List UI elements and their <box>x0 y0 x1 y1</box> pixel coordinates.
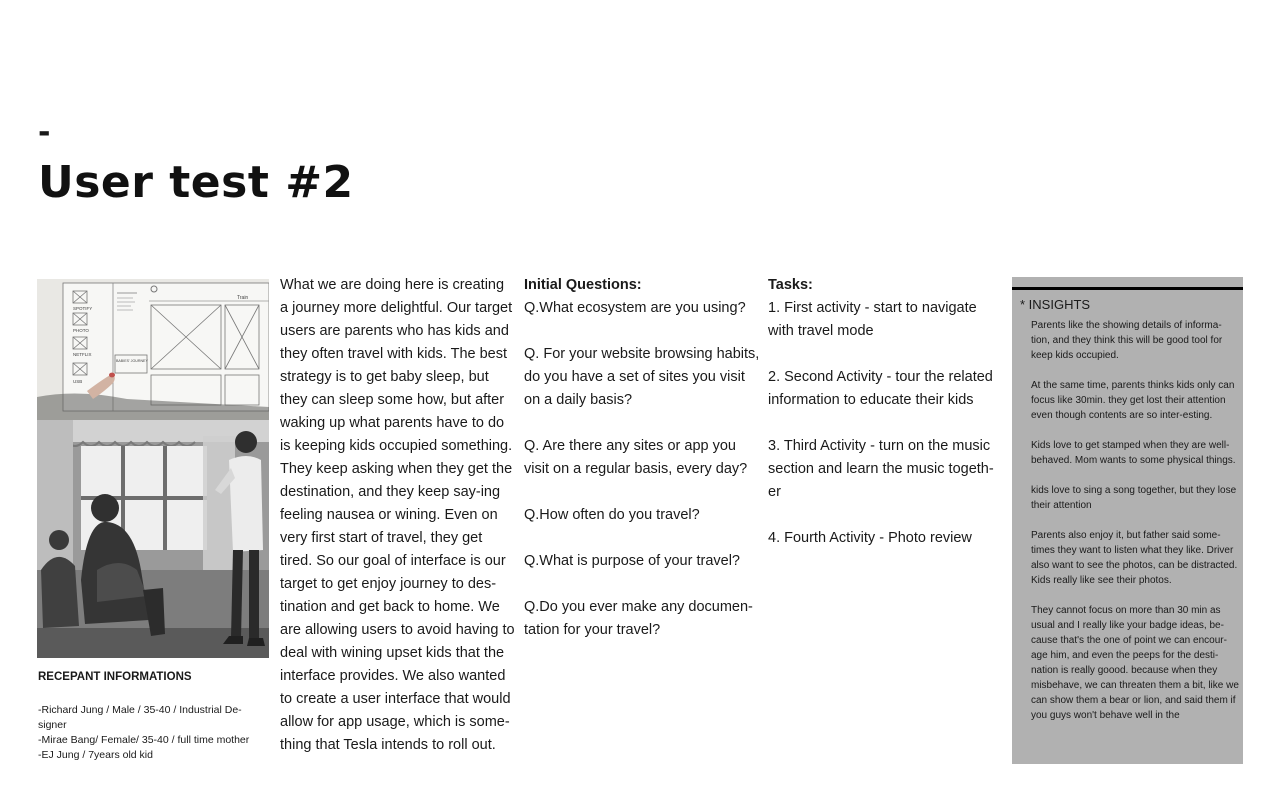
sketch-label-photo: PHOTO <box>73 328 89 333</box>
insights-title: * INSIGHTS <box>1020 297 1091 312</box>
intro-column <box>280 274 516 757</box>
insight-item: At the same time, parents thinks kids only can focus like 30min. they get lost their attention even though contents are so inter-esting. <box>1031 380 1235 421</box>
task-item: 1. First activity - start to navigate with travel mode <box>768 300 977 339</box>
insight-item: Kids love to get stamped when they are well-behaved. Mom wants to some physical things. <box>1031 440 1236 466</box>
question-item: Q.How often do you travel? <box>524 507 700 523</box>
sketch-box-label: BABIES' JOURNEY <box>116 359 148 363</box>
insight-item: Parents like the showing details of informa-tion, and they think this will be good tool for keep kids occupied. <box>1031 320 1223 361</box>
insight-item: They cannot focus on more than 30 min as usual and I really like your badge ideas, be-cause that's the one of point we can encour-age him, and even the peeps for the desti-nation is really goood. because when they misbehave, we can threaten them a bit, like we can show them a bear or lion, and said them if you guys won't behave well in the <box>1031 605 1239 721</box>
tasks-column <box>768 274 1004 550</box>
questions-heading: Initial Questions: <box>524 277 642 293</box>
insight-item: kids love to sing a song together, but they lose their attention <box>1031 485 1237 511</box>
task-item: 4. Fourth Activity - Photo review <box>768 530 972 546</box>
initial-questions-column <box>524 274 760 642</box>
list-item: -Mirae Bang/ Female/ 35-40 / full time mother <box>38 734 250 746</box>
task-item: 2. Second Activity - tour the related information to educate their kids <box>768 369 993 408</box>
insights-divider <box>1012 287 1243 290</box>
question-item: Q. Are there any sites or app you visit on a regular basis, every day? <box>524 438 748 477</box>
recipient-list <box>38 703 270 763</box>
wireframe-sketch-photo <box>37 279 269 420</box>
title-dash: - <box>38 115 51 150</box>
user-test-photo <box>37 420 269 658</box>
intro-paragraph: What we are doing here is creating a journey more delightful. Our target users are parents who has kids and they often travel with kids. The best strategy is to get baby sleep, but they can sleep some how, but after waking up what parents have to do is keeping kids occupied something. They keep asking when they get the destination, and they keep say-ing feeling nausea or wining. Even on very first start of travel, they get tired. So our goal of interface is our target to get enjoy journey to des-tination and get back to home. We are allowing users to avoid having to deal with wining upset kids that the interface provides. We also wanted to create a user interface that would allow for app usage, which is some-thing that Tesla intends to roll out. <box>280 277 515 753</box>
list-item: -Richard Jung / Male / 35-40 / Industrial De-signer <box>38 704 242 731</box>
list-item: -EJ Jung / 7years old kid <box>38 749 153 761</box>
page-title: User test #2 <box>38 157 354 208</box>
question-item: Q.What is purpose of your travel? <box>524 553 740 569</box>
tasks-heading: Tasks: <box>768 277 813 293</box>
insights-panel <box>1012 277 1243 764</box>
question-item: Q.Do you ever make any documen-tation for your travel? <box>524 599 753 638</box>
question-item: Q.What ecosystem are you using? <box>524 300 746 316</box>
task-item: 3. Third Activity - turn on the music section and learn the music togeth-er <box>768 438 994 500</box>
sketch-label-train: Train <box>237 295 249 301</box>
recipient-heading: RECEPANT INFORMATIONS <box>38 671 192 683</box>
sketch-label-netflix: NETFLIX <box>73 352 92 357</box>
sketch-label-spotify: SPOTIFY <box>73 306 93 311</box>
question-item: Q. For your website browsing habits, do you have a set of sites you visit on a daily basis? <box>524 346 760 408</box>
insight-item: Parents also enjoy it, but father said some-times they want to listen what they like. Driver also want to see the photos, can be distracted. Kids really like see their photos. <box>1031 530 1238 586</box>
sketch-label-usb: USB <box>73 379 83 384</box>
insights-list <box>1031 318 1239 723</box>
